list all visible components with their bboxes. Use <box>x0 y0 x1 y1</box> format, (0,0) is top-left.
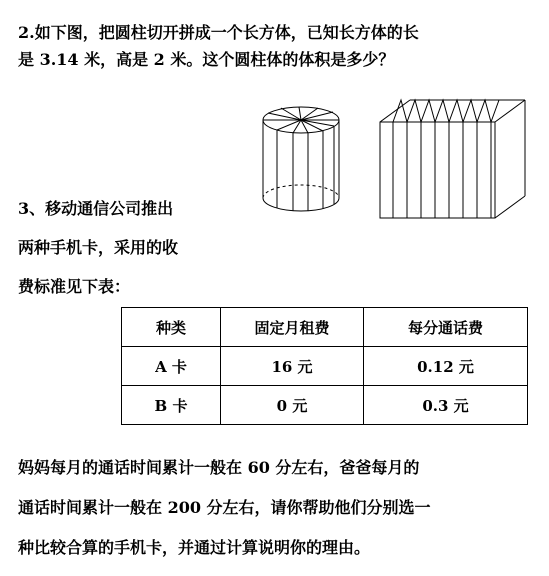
cell-per-minute-fee: 0.3 元 <box>364 386 528 425</box>
cuboid-illustration <box>380 100 525 218</box>
q3-problem-line-3: 种比较合算的手机卡，并通过计算说明你的理由。 <box>18 538 371 557</box>
cylinder-to-cuboid-figure <box>255 92 535 222</box>
fee-table <box>121 307 528 425</box>
q3-intro-line-1: 3、移动通信公司推出 <box>18 199 174 218</box>
table-row <box>122 347 528 386</box>
cell-card-name: A 卡 <box>122 347 221 386</box>
q3-intro-line-3: 费标准见下表： <box>18 277 131 296</box>
table-header-row <box>122 308 528 347</box>
q2-text-line-2: 是 3.14 米，高是 2 米。这个圆柱体的体积是多少？ <box>18 50 395 69</box>
cell-monthly-rent: 16 元 <box>221 347 364 386</box>
cylinder-illustration <box>263 107 339 211</box>
header-per-minute-fee: 每分通话费 <box>364 308 528 347</box>
cell-per-minute-fee: 0.12 元 <box>364 347 528 386</box>
table-row <box>122 386 528 425</box>
cell-card-name: B 卡 <box>122 386 221 425</box>
q3-problem-line-2: 通话时间累计一般在 200 分左右，请你帮助他们分别选一 <box>18 498 431 517</box>
header-type: 种类 <box>122 308 221 347</box>
q2-text-line-1: 2.如下图，把圆柱切开拼成一个长方体，已知长方体的长 <box>18 23 419 42</box>
q3-intro-line-2: 两种手机卡，采用的收 <box>18 238 179 257</box>
cell-monthly-rent: 0 元 <box>221 386 364 425</box>
header-monthly-rent: 固定月租费 <box>221 308 364 347</box>
q3-problem-line-1: 妈妈每月的通话时间累计一般在 60 分左右，爸爸每月的 <box>18 458 420 477</box>
